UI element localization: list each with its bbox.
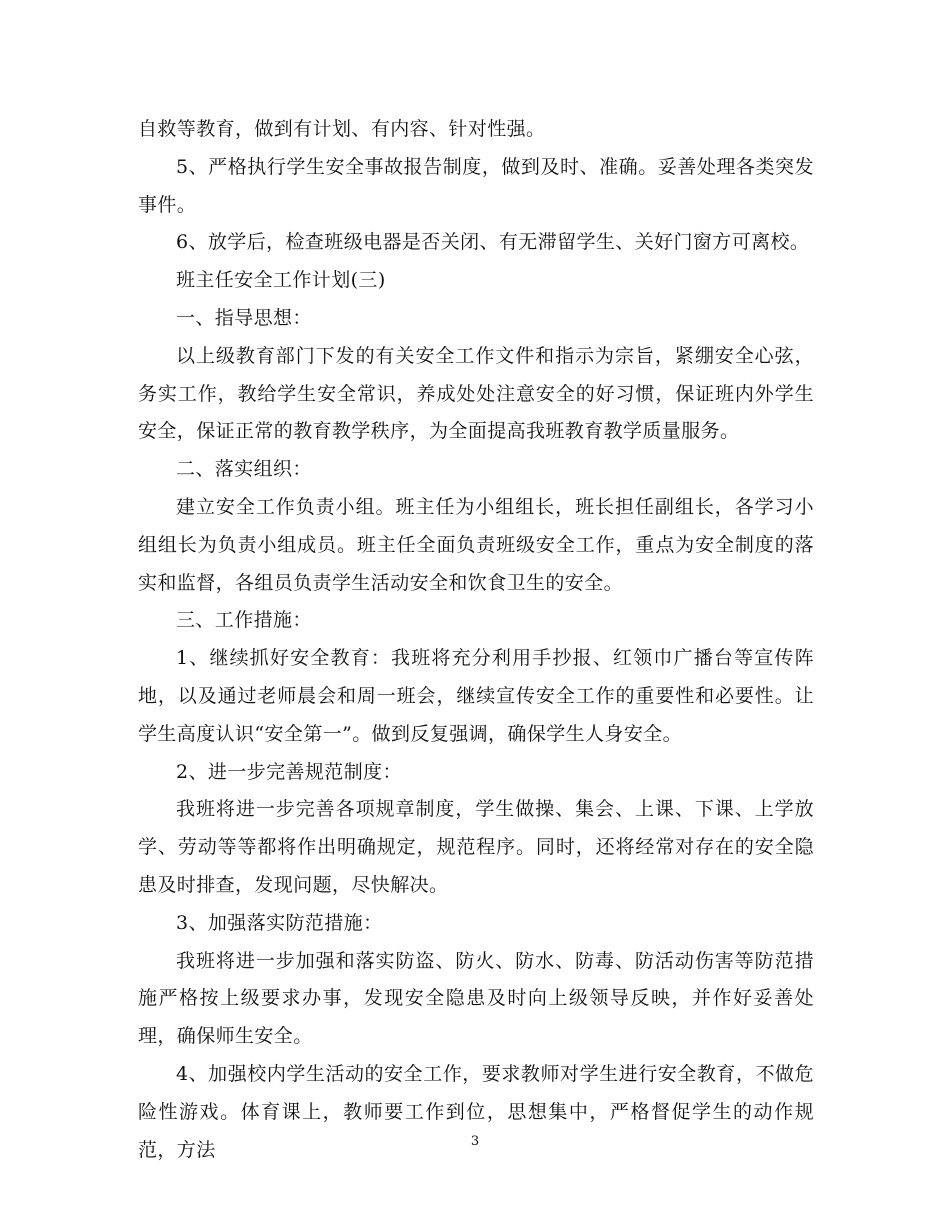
subsection-heading: 3、加强落实防范措施： [176, 911, 383, 934]
section-heading: 一、指导思想： [176, 306, 312, 329]
section-heading: 二、落实组织： [176, 458, 312, 481]
section-heading: 三、工作措施： [176, 609, 312, 632]
paragraph: 6、放学后，检查班级电器是否关闭、有无滞留学生、关好门窗方可离校。 [176, 231, 810, 254]
page-number: 3 [470, 1134, 480, 1149]
paragraph: 以上级教育部门下发的有关安全工作文件和指示为宗旨，紧绷安全心弦，务实工作，教给学生安全常识，养成处处注意安全的好习惯，保证班内外学生安全，保证正常的教育教学秩序，为全面提高我班教育教学质量服务。 [138, 344, 814, 443]
paragraph: 我班将进一步加强和落实防盗、防火、防水、防毒、防活动伤害等防范措施严格按上级要求办事，发现安全隐患及时向上级领导反映，并作好妥善处理，确保师生安全。 [138, 949, 814, 1048]
paragraph: 4、加强校内学生活动的安全工作，要求教师对学生进行安全教育，不做危险性游戏。体育课上，教师要工作到位，思想集中，严格督促学生的动作规范，方法 [138, 1062, 814, 1161]
subsection-heading: 2、进一步完善规范制度： [176, 760, 402, 783]
document-body [138, 111, 814, 1169]
paragraph: 5、严格执行学生安全事故报告制度，做到及时、准确。妥善处理各类突发事件。 [138, 155, 814, 216]
paragraph: 我班将进一步完善各项规章制度，学生做操、集会、上课、下课、上学放学、劳动等等都将作出明确规定，规范程序。同时，还将经常对存在的安全隐患及时排查，发现问题，尽快解决。 [138, 798, 814, 896]
paragraph: 自救等教育，做到有计划、有内容、针对性强。 [138, 118, 546, 140]
paragraph: 1、继续抓好安全教育：我班将充分利用手抄报、红领巾广播台等宣传阵地，以及通过老师晨会和周一班会，继续宣传安全工作的重要性和必要性。让学生高度认识“安全第一”。做到反复强调，确保学生人身安全。 [138, 647, 814, 745]
paragraph: 建立安全工作负责小组。班主任为小组组长，班长担任副组长，各学习小组组长为负责小组成员。班主任全面负责班级安全工作，重点为安全制度的落实和监督，各组员负责学生活动安全和饮食卫生的安全。 [138, 495, 814, 594]
section-title: 班主任安全工作计划(三) [176, 269, 386, 292]
